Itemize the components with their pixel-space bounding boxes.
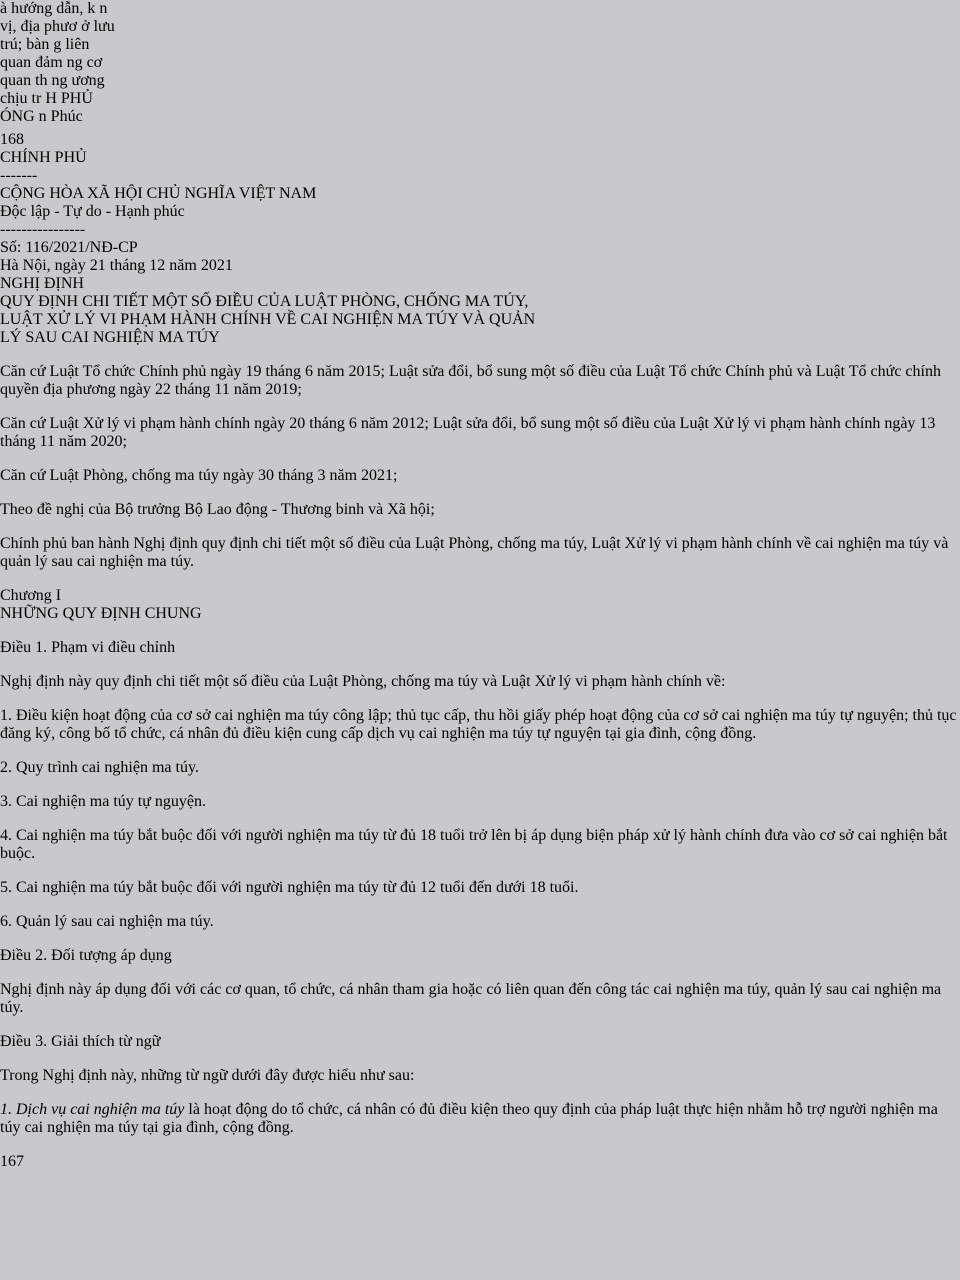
prev-page-text-fragment: liên quan đảm	[0, 36, 90, 71]
page-number: 167	[0, 1153, 24, 1170]
article-1-item: 3. Cai nghiện ma túy tự nguyện.	[0, 793, 206, 810]
chapter-name: NHỮNG QUY ĐỊNH CHUNG	[0, 605, 202, 622]
previous-page-edge	[0, 0, 122, 1280]
article-2-body: Nghị định này áp dụng đối với các cơ quan, tổ chức, cá nhân tham gia hoặc có liên quan đến công tác cai nghiện ma túy, quản lý sau cai nghiện ma túy.	[0, 981, 942, 1016]
prev-page-text-fragment: ở lưu trú; bàn g	[0, 18, 115, 53]
number-date-row	[0, 239, 960, 275]
document-title-line: LUẬT XỬ LÝ VI PHẠM HÀNH CHÍNH VỀ CAI NGHIỆN MA TÚY VÀ QUẢN	[0, 311, 536, 328]
prev-page-text-fragment: ng ương chịu tr	[0, 72, 105, 107]
prev-page-text-fragment: H PHỦ	[45, 90, 93, 107]
preamble	[0, 363, 960, 571]
prev-page-text-fragment: ng cơ quan th	[0, 54, 103, 89]
document-kind: NGHỊ ĐỊNH	[0, 275, 84, 292]
document-content	[0, 149, 960, 1137]
article-1-item: 1. Điều kiện hoạt động của cơ sở cai nghiện ma túy công lập; thủ tục cấp, thu hồi giấy phép hoạt động của cơ sở cai nghiện ma túy tự nguyện; thủ tục đăng ký, công bố tổ chức, cá nhân đủ điều kiện cung cấp dịch vụ cai nghiện ma túy tự nguyện tại gia đình, cộng đồng.	[0, 707, 957, 742]
issuer-divider: -------	[0, 167, 38, 184]
prev-page-text-fragment: n Phúc	[38, 108, 83, 125]
document-title-block	[0, 275, 960, 347]
national-motto: Độc lập - Tự do - Hạnh phúc	[0, 203, 185, 220]
bleedthrough-page-number: 168	[0, 131, 24, 148]
preamble-paragraph: Căn cứ Luật Phòng, chống ma túy ngày 30 tháng 3 năm 2021;	[0, 467, 398, 484]
document-header	[0, 149, 960, 239]
article-1-intro: Nghị định này quy định chi tiết một số điều của Luật Phòng, chống ma túy và Luật Xử lý vi phạm hành chính về:	[0, 673, 726, 690]
article-3-item	[0, 1101, 960, 1137]
article-1-item: 4. Cai nghiện ma túy bắt buộc đối với người nghiện ma túy từ đủ 18 tuổi trở lên bị áp dụng biện pháp xử lý hành chính đưa vào cơ sở cai nghiện bắt buộc.	[0, 827, 948, 862]
article-3-heading: Điều 3. Giải thích từ ngữ	[0, 1033, 161, 1050]
document-title-line: LÝ SAU CAI NGHIỆN MA TÚY	[0, 329, 220, 346]
document-number: Số: 116/2021/NĐ-CP	[0, 239, 138, 256]
article-1-item: 2. Quy trình cai nghiện ma túy.	[0, 759, 199, 776]
chapter-label: Chương I	[0, 587, 62, 604]
prev-page-text-fragment: ÓNG	[0, 108, 35, 125]
document-title-line: QUY ĐỊNH CHI TIẾT MỘT SỐ ĐIỀU CỦA LUẬT PHÒNG, CHỐNG MA TÚY,	[0, 293, 529, 310]
article-2-heading: Điều 2. Đối tượng áp dụng	[0, 947, 172, 964]
prev-page-text-fragment: n vị, địa phươ	[0, 0, 108, 35]
chapter-heading	[0, 587, 960, 623]
national-title: CỘNG HÒA XÃ HỘI CHỦ NGHĨA VIỆT NAM	[0, 185, 317, 202]
issuer-block	[0, 149, 960, 185]
preamble-paragraph: Theo đề nghị của Bộ trưởng Bộ Lao động - Thương binh và Xã hội;	[0, 501, 435, 518]
place-date-line: Hà Nội, ngày 21 tháng 12 năm 2021	[0, 257, 233, 274]
preamble-paragraph: Chính phủ ban hành Nghị định quy định chi tiết một số điều của Luật Phòng, chống ma túy, Luật Xử lý vi phạm hành chính về cai nghiện ma túy và quản lý sau cai nghiện ma túy.	[0, 535, 949, 570]
preamble-paragraph: Căn cứ Luật Tổ chức Chính phủ ngày 19 tháng 6 năm 2015; Luật sửa đổi, bổ sung một số điều của Luật Tổ chức Chính phủ và Luật Tổ chức chính quyền địa phương ngày 22 tháng 11 năm 2019;	[0, 363, 941, 398]
article-1-heading: Điều 1. Phạm vi điều chỉnh	[0, 639, 176, 656]
national-heading-block	[0, 185, 960, 239]
article-1-item: 5. Cai nghiện ma túy bắt buộc đối với người nghiện ma túy từ đủ 12 tuổi đến dưới 18 tuổi.	[0, 879, 579, 896]
issuer-name: CHÍNH PHỦ	[0, 149, 87, 166]
defined-term: 1. Dịch vụ cai nghiện ma túy	[0, 1101, 185, 1118]
prev-page-text-fragment: à hướng dẫn, k	[0, 0, 96, 17]
motto-divider: ----------------	[0, 221, 86, 238]
article-3-intro: Trong Nghị định này, những từ ngữ dưới đây được hiểu như sau:	[0, 1067, 415, 1084]
preamble-paragraph: Căn cứ Luật Xử lý vi phạm hành chính ngày 20 tháng 6 năm 2012; Luật sửa đổi, bổ sung một số điều của Luật Xử lý vi phạm hành chính ngày 13 tháng 11 năm 2020;	[0, 415, 936, 450]
definition-text: là hoạt động do tổ chức, cá nhân có đủ điều kiện theo quy định của pháp luật thực hiện nhằm hỗ trợ người nghiện ma túy cai nghiện ma túy tại gia đình, cộng đồng.	[0, 1101, 938, 1136]
article-1-item: 6. Quản lý sau cai nghiện ma túy.	[0, 913, 214, 930]
